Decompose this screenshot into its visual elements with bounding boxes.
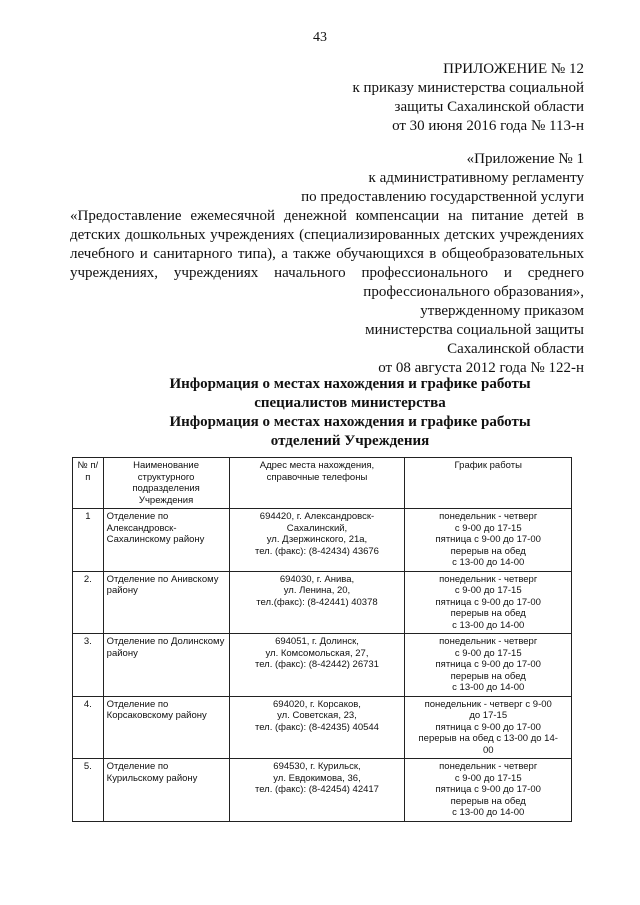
appendix-line: утвержденному приказом <box>420 303 584 319</box>
schedule-line: с 9-00 до 17-15 <box>454 522 522 534</box>
approval-line: защиты Сахалинской области <box>394 99 584 115</box>
table-row <box>73 509 572 572</box>
row-department-name: Отделение по Александровск-Сахалинскому району <box>103 509 229 572</box>
heading-line: отделений Учреждения <box>270 433 430 449</box>
address-line: ул. Комсомольская, 27, <box>265 647 369 659</box>
heading-line: Информация о местах нахождения и графике работы <box>169 376 531 392</box>
address-line: тел. (факс): (8-42434) 43676 <box>254 545 379 557</box>
schedule-line: перерыв на обед <box>450 795 526 807</box>
address-line: тел. (факс): (8-42454) 42417 <box>254 784 379 795</box>
address-line: тел. (факс): (8-42442) 26731 <box>254 659 379 670</box>
table-row <box>73 759 572 822</box>
schedule-line: до 17-15 <box>469 710 508 721</box>
schedule-line: перерыв на обед <box>450 608 526 619</box>
address-line: тел. (факс): (8-42435) 40544 <box>254 721 379 733</box>
table-row <box>73 634 572 697</box>
schedule-line: перерыв на обед с 13-00 до 14- <box>418 733 558 744</box>
header-num: № п/п <box>73 458 104 509</box>
address-line: 694420, г. Александровск- <box>259 511 375 522</box>
approval-block <box>352 60 584 136</box>
address-line: ул. Ленина, 20, <box>283 585 351 596</box>
row-address <box>229 634 405 697</box>
row-num: 4. <box>73 696 104 759</box>
row-schedule <box>405 696 572 759</box>
row-address <box>229 509 405 572</box>
appendix-block <box>70 150 584 378</box>
service-name-text: «Предоставление ежемесячной денежной компенсации на питание детей в детских дошкольных учреждениях (специализированных детских учреждениях лечебного и санитарного типа), а также обучающихся в общеобразовательных учреждениях, учреждениях начального профессионального и среднего профессионального образования», <box>70 208 584 300</box>
appendix-line: Сахалинской области <box>447 341 584 357</box>
schedule-line: с 13-00 до 14-00 <box>452 619 525 631</box>
address-line: 694020, г. Корсаков, <box>273 698 361 710</box>
schedule-line: с 9-00 до 17-15 <box>454 585 522 596</box>
schedule-line: с 9-00 до 17-15 <box>454 772 522 784</box>
table-row <box>73 571 572 634</box>
schedule-line: понедельник - четверг <box>439 573 538 585</box>
schedule-line: перерыв на обед <box>450 670 526 682</box>
offices-table <box>72 457 572 822</box>
schedule-line: понедельник - четверг <box>439 636 538 647</box>
schedule-line: с 13-00 до 14-00 <box>452 807 525 818</box>
row-schedule <box>405 509 572 572</box>
approval-line: ПРИЛОЖЕНИЕ № 12 <box>443 61 584 77</box>
appendix-line: по предоставлению государственной услуги <box>301 189 584 205</box>
row-department-name: Отделение по Анивскому району <box>103 571 229 634</box>
appendix-line: «Приложение № 1 <box>466 151 584 167</box>
schedule-line: с 13-00 до 14-00 <box>452 682 525 693</box>
heading-line: Информация о местах нахождения и графике работы <box>169 414 531 430</box>
schedule-line: пятница с 9-00 до 17-00 <box>435 534 541 545</box>
schedule-line: 00 <box>482 744 494 756</box>
row-num: 2. <box>73 571 104 634</box>
schedule-line: понедельник - четверг с 9-00 <box>424 698 552 710</box>
schedule-line: с 13-00 до 14-00 <box>452 557 525 568</box>
table-row <box>73 696 572 759</box>
address-line: ул. Евдокимова, 36, <box>273 772 361 784</box>
header-name: Наименование структурного подразделения Учреждения <box>103 458 229 509</box>
heading-line: специалистов министерства <box>254 395 446 411</box>
schedule-line: пятница с 9-00 до 17-00 <box>435 659 541 670</box>
row-num: 5. <box>73 759 104 822</box>
address-line: 694030, г. Анива, <box>279 573 355 585</box>
row-department-name: Отделение по Долинскому району <box>103 634 229 697</box>
row-num: 1 <box>73 509 104 572</box>
appendix-line: от 08 августа 2012 года № 122-н <box>378 360 584 376</box>
schedule-line: пятница с 9-00 до 17-00 <box>435 784 541 795</box>
address-line: ул. Советская, 23, <box>277 710 357 721</box>
approval-line: от 30 июня 2016 года № 113-н <box>392 118 584 134</box>
schedule-line: перерыв на обед <box>450 545 526 557</box>
schedule-line: пятница с 9-00 до 17-00 <box>435 596 541 608</box>
row-department-name: Отделение по Корсаковскому району <box>103 696 229 759</box>
appendix-line: министерства социальной защиты <box>365 322 584 338</box>
approval-line: к приказу министерства социальной <box>352 80 584 96</box>
address-line: 694530, г. Курильск, <box>273 761 361 772</box>
appendix-line: к административному регламенту <box>368 170 584 186</box>
address-line: 694051, г. Долинск, <box>275 636 359 647</box>
header-address: Адрес места нахождения, справочные телефоны <box>229 458 405 509</box>
row-schedule <box>405 759 572 822</box>
row-schedule <box>405 634 572 697</box>
row-address <box>229 696 405 759</box>
schedule-line: понедельник - четверг <box>439 761 538 772</box>
section-heading <box>60 375 640 451</box>
page-number: 43 <box>313 30 327 45</box>
schedule-line: пятница с 9-00 до 17-00 <box>435 721 541 733</box>
row-num: 3. <box>73 634 104 697</box>
header-schedule: График работы <box>405 458 572 509</box>
address-line: Сахалинский, <box>286 522 348 534</box>
row-schedule <box>405 571 572 634</box>
address-line: тел.(факс): (8-42441) 40378 <box>256 596 378 608</box>
row-address <box>229 571 405 634</box>
row-department-name: Отделение по Курильскому району <box>103 759 229 822</box>
row-address <box>229 759 405 822</box>
schedule-line: понедельник - четверг <box>439 511 538 522</box>
schedule-line: с 9-00 до 17-15 <box>454 647 522 659</box>
address-line: ул. Дзержинского, 21а, <box>266 534 368 545</box>
table-header-row <box>73 458 572 509</box>
